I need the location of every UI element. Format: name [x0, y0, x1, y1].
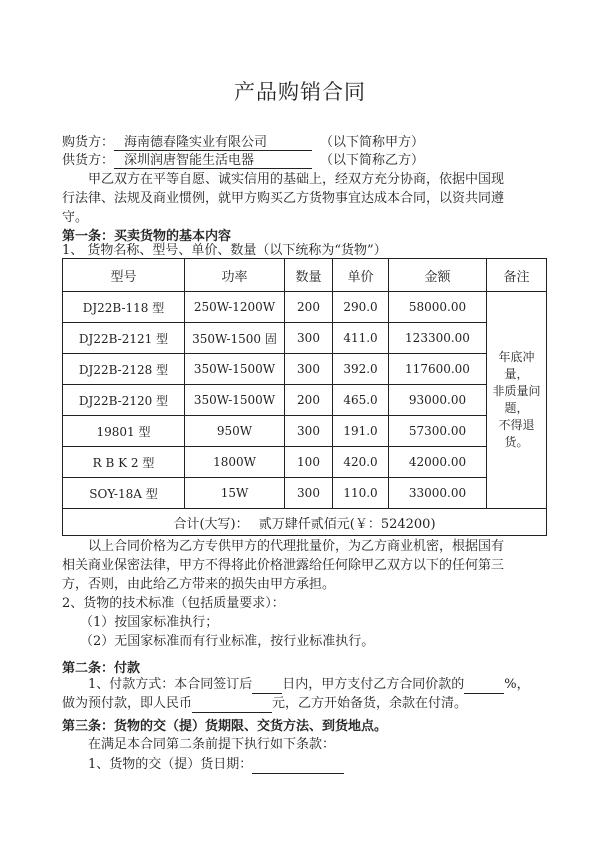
table-row: 19801 型 950W 300 191.0 57300.00	[63, 416, 547, 447]
remark-cell: 年底冲量， 非质量问题， 不得退货。	[487, 292, 547, 509]
total-value: 贰万肆仟贰佰元(￥：524200)	[258, 516, 436, 532]
table-row: R B K 2 型 1800W 100 420.0 42000.00	[63, 447, 547, 478]
buyer-name: 海南德春隆实业有限公司	[114, 135, 312, 151]
standard-1: （1）按国家标准执行；	[80, 615, 219, 630]
payment-line-1: 1、付款方式：本合同签订后 日内，甲方支付乙方合同价款的 %，	[88, 677, 530, 692]
table-row: DJ22B-2120 型 350W-1500W 200 465.0 93000.00	[63, 385, 547, 416]
intro-paragraph: 甲乙双方在平等自愿、诚实信用的基础上，经双方充分协商，依据中国现 行法律、法规及商业惯例，就甲方购买乙方货物事宜达成本合同，以资共同遵 守。	[62, 172, 505, 225]
seller-line	[62, 152, 424, 170]
buyer-line	[62, 134, 424, 152]
goods-table	[62, 258, 547, 536]
standard-2: （2）无国家标准而有行业标准，按行业标准执行。	[80, 634, 375, 649]
total-label: 合计(大写)：	[173, 516, 249, 532]
article1-heading: 第一条：买卖货物的基本内容	[62, 229, 232, 244]
confidential-paragraph: 以上合同价格为乙方专供甲方的代理批量价，为乙方商业机密，根据国有 相关商业保密法律，甲方不得将此价格泄露给任何除甲乙双方以下的任何第三 方，否则，由此给乙方带来的损失由甲方承担。	[62, 539, 505, 592]
article1-item1: 1、 货物名称、型号、单价、数量（以下统称为“货物”）	[62, 243, 387, 258]
article3-text2: 1、货物的交（提）货日期：	[88, 756, 344, 774]
buyer-label: 购货方：	[62, 135, 115, 150]
percent-blank	[464, 679, 504, 694]
payment-line-2: 做为预付款，即人民币 元，乙方开始备货，余款在付清。	[62, 696, 468, 711]
seller-note: （以下简称乙方）	[320, 153, 425, 168]
table-row: DJ22B-118 型 250W-1200W 200 290.0 58000.00 年底冲量， 非质量问题， 不得退货。	[63, 292, 547, 323]
seller-label: 供货方：	[62, 153, 115, 168]
table-row: SOY-18A 型 15W 300 110.0 33000.00	[63, 478, 547, 509]
article3-text1: 在满足本合同第二条前提下执行如下条款：	[88, 737, 336, 752]
article2-heading: 第二条：付款	[62, 661, 141, 676]
table-row: DJ22B-2128 型 350W-1500W 300 392.0 117600.00	[63, 354, 547, 385]
page-title: 产品购销合同	[234, 80, 366, 104]
article1-item2: 2、货物的技术标准（包括质量要求）：	[62, 596, 285, 611]
table-row: DJ22B-2121 型 350W-1500 固 300 411.0 123300.00	[63, 323, 547, 354]
seller-name: 深圳润唐智能生活电器	[114, 153, 312, 169]
table-total-row	[63, 509, 547, 536]
article3-heading: 第三条：货物的交（提）货期限、交货方法、到货地点。	[62, 719, 388, 734]
buyer-note: （以下简称甲方）	[320, 135, 425, 150]
delivery-date-blank	[252, 759, 344, 774]
days-blank	[252, 679, 282, 694]
amount-blank	[192, 698, 272, 713]
table-header-row: 型号 功率 数量 单价 金额 备注	[63, 259, 547, 292]
